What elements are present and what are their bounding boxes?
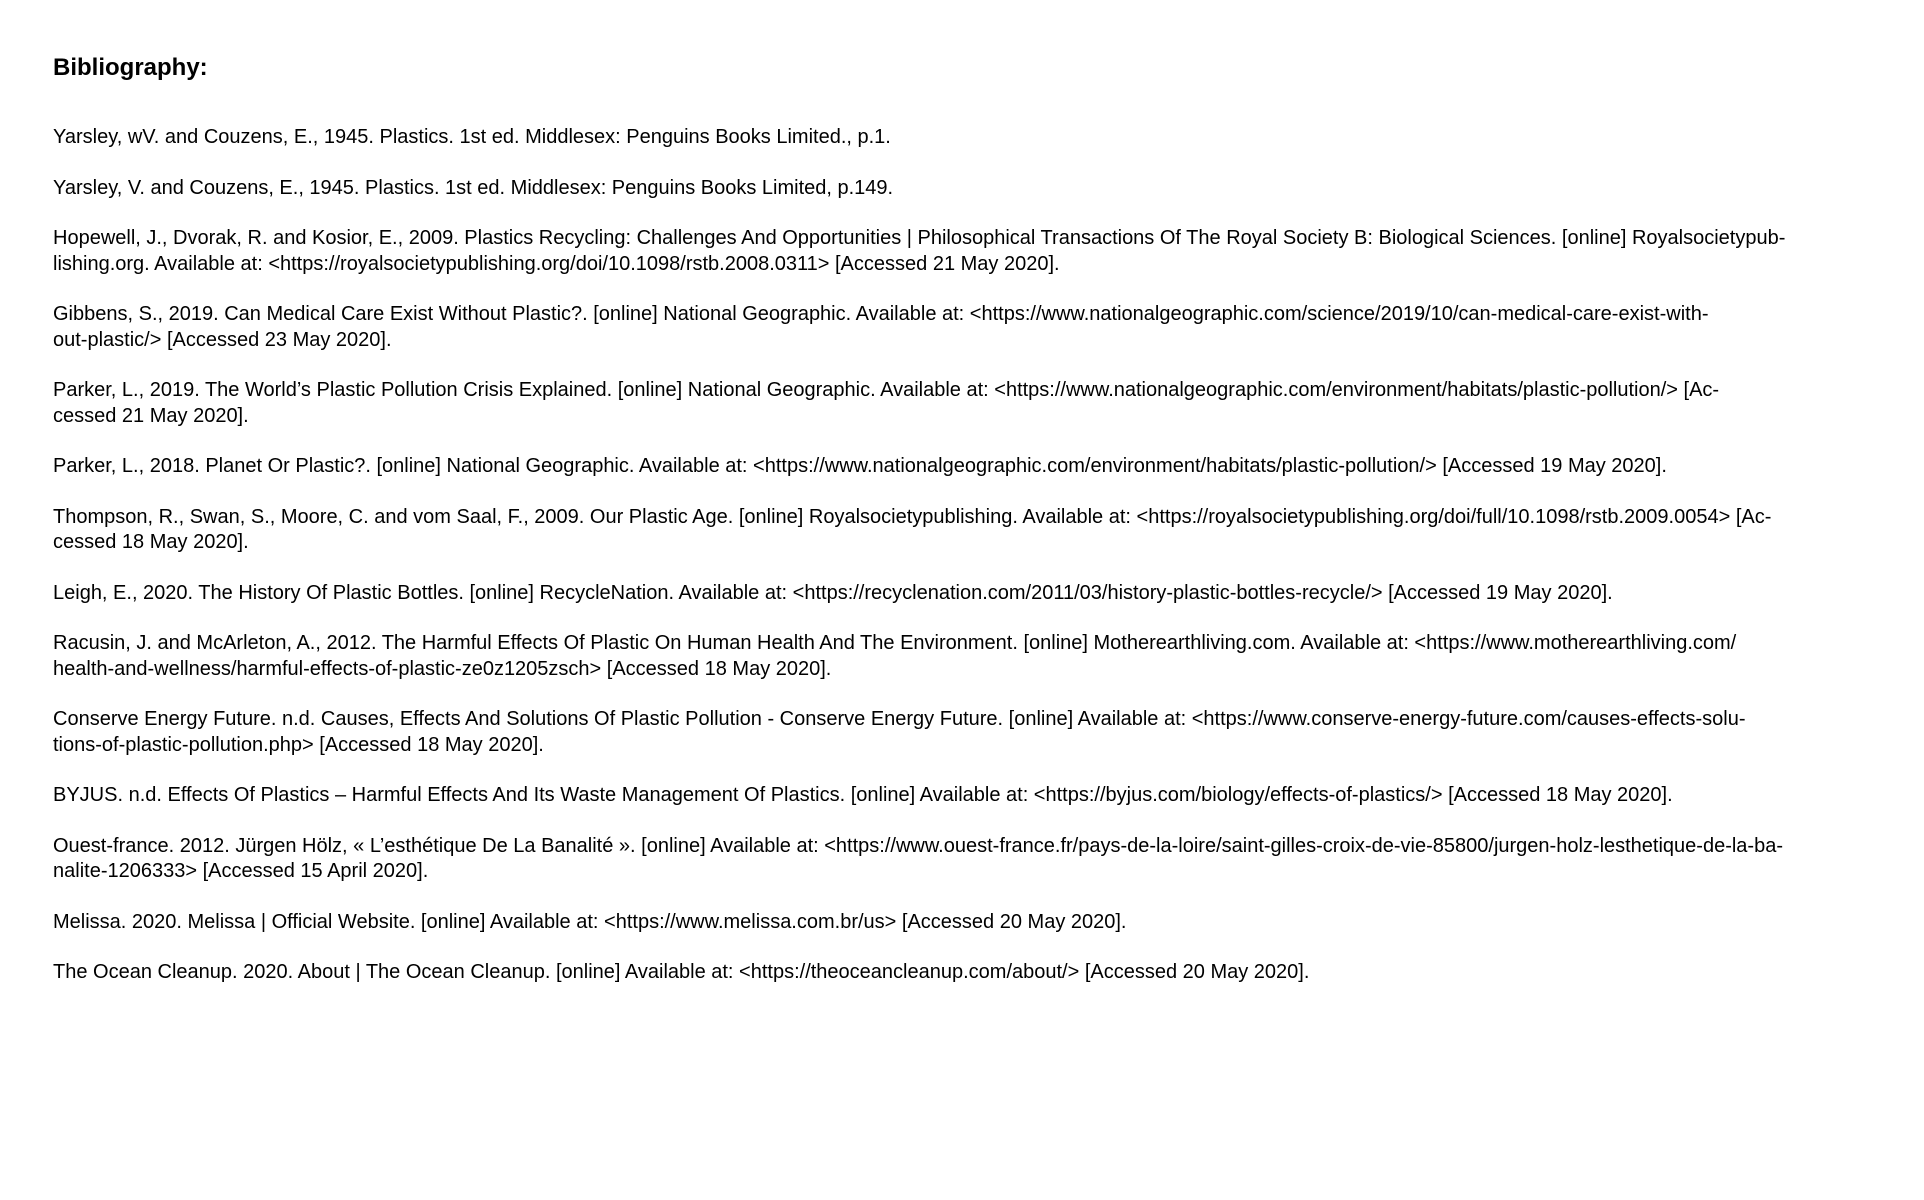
bibliography-entry-line: nalite-1206333> [Accessed 15 April 2020]. [53, 860, 429, 882]
bibliography-entry-line: health-and-wellness/harmful-effects-of-plastic-ze0z1205zsch> [Accessed 18 May 2020]. [53, 657, 832, 680]
bibliography-entry [53, 125, 1893, 151]
bibliography-entry [53, 176, 1893, 202]
bibliography-page [53, 52, 1893, 1011]
bibliography-entry [53, 783, 1893, 809]
bibliography-entry-line: Yarsley, V. and Couzens, E., 1945. Plastics. 1st ed. Middlesex: Penguins Books Limited, p.149. [53, 176, 894, 199]
bibliography-entry-line: Parker, L., 2019. The World’s Plastic Pollution Crisis Explained. [online] National Geographic. Available at: <https://www.nationalgeographic.com/environment/habitats/plastic-pollution/> [Ac- [53, 379, 1720, 401]
bibliography-entry-line: lishing.org. Available at: <https://royalsocietypublishing.org/doi/10.1098/rstb.2008.0311> [Accessed 21 May 2020]. [53, 252, 1060, 275]
bibliography-entry-line: Conserve Energy Future. n.d. Causes, Effects And Solutions Of Plastic Pollution - Conserve Energy Future. [online] Available at: <https://www.conserve-energy-future.com/causes-effects-solu- [53, 708, 1746, 730]
bibliography-entry [53, 581, 1893, 607]
bibliography-entry-line: Parker, L., 2018. Planet Or Plastic?. [online] National Geographic. Available at: <https://www.nationalgeographic.com/environment/habitats/plastic-pollution/> [Accessed 19 May 2020]. [53, 455, 1667, 477]
bibliography-heading: Bibliography: [53, 54, 208, 81]
bibliography-entry-line: Leigh, E., 2020. The History Of Plastic Bottles. [online] RecycleNation. Available at: <https://recyclenation.com/2011/03/history-plastic-bottles-recycle/> [Accessed 19 May 2020]. [53, 581, 1613, 604]
bibliography-entry [53, 226, 1893, 277]
bibliography-entry [53, 910, 1893, 936]
bibliography-entry [53, 505, 1893, 556]
bibliography-entry-line: cessed 18 May 2020]. [53, 531, 249, 553]
bibliography-entry-line: Melissa. 2020. Melissa | Official Website. [online] Available at: <https://www.melissa.com.br/us> [Accessed 20 May 2020]. [53, 910, 1127, 933]
bibliography-entry-line: tions-of-plastic-pollution.php> [Accessed 18 May 2020]. [53, 733, 544, 756]
bibliography-entry-line: Thompson, R., Swan, S., Moore, C. and vom Saal, F., 2009. Our Plastic Age. [online] Royalsocietypublishing. Available at: <https://royalsocietypublishing.org/doi/full/10.1098/rstb.2009.0054> [Ac- [53, 505, 1772, 528]
bibliography-entry [53, 631, 1893, 682]
bibliography-entry-line: Hopewell, J., Dvorak, R. and Kosior, E., 2009. Plastics Recycling: Challenges And Opportunities | Philosophical Transactions Of The Royal Society B: Biological Sciences. [online] Royalsocietypub- [53, 227, 1786, 249]
bibliography-entry [53, 960, 1893, 986]
bibliography-entry [53, 454, 1893, 480]
bibliography-list [53, 125, 1893, 986]
bibliography-entry-line: out-plastic/> [Accessed 23 May 2020]. [53, 328, 392, 351]
bibliography-entry [53, 302, 1893, 353]
bibliography-entry-line: cessed 21 May 2020]. [53, 404, 249, 427]
bibliography-entry [53, 707, 1893, 758]
bibliography-entry [53, 378, 1893, 429]
bibliography-entry-line: Racusin, J. and McArleton, A., 2012. The Harmful Effects Of Plastic On Human Health And The Environment. [online] Motherearthliving.com. Available at: <https://www.motherearthliving.com/ [53, 632, 1737, 654]
bibliography-entry-line: Ouest-france. 2012. Jürgen Hölz, « L’esthétique De La Banalité ». [online] Available at: <https://www.ouest-france.fr/pays-de-la-loire/saint-gilles-croix-de-vie-85800/jurgen-holz-lesthetique-de-la-ba- [53, 834, 1783, 857]
bibliography-entry-line: BYJUS. n.d. Effects Of Plastics – Harmful Effects And Its Waste Management Of Plastics. [online] Available at: <https://byjus.com/biology/effects-of-plastics/> [Accessed 18 May 2020]. [53, 784, 1673, 806]
bibliography-entry-line: Yarsley, wV. and Couzens, E., 1945. Plastics. 1st ed. Middlesex: Penguins Books Limited., p.1. [53, 126, 891, 148]
bibliography-entry-line: Gibbens, S., 2019. Can Medical Care Exist Without Plastic?. [online] National Geographic. Available at: <https://www.nationalgeographic.com/science/2019/10/can-medical-care-exist-with- [53, 303, 1709, 325]
bibliography-entry-line: The Ocean Cleanup. 2020. About | The Ocean Cleanup. [online] Available at: <https://theoceancleanup.com/about/> [Accessed 20 May 2020]. [53, 961, 1310, 983]
bibliography-entry [53, 834, 1893, 885]
